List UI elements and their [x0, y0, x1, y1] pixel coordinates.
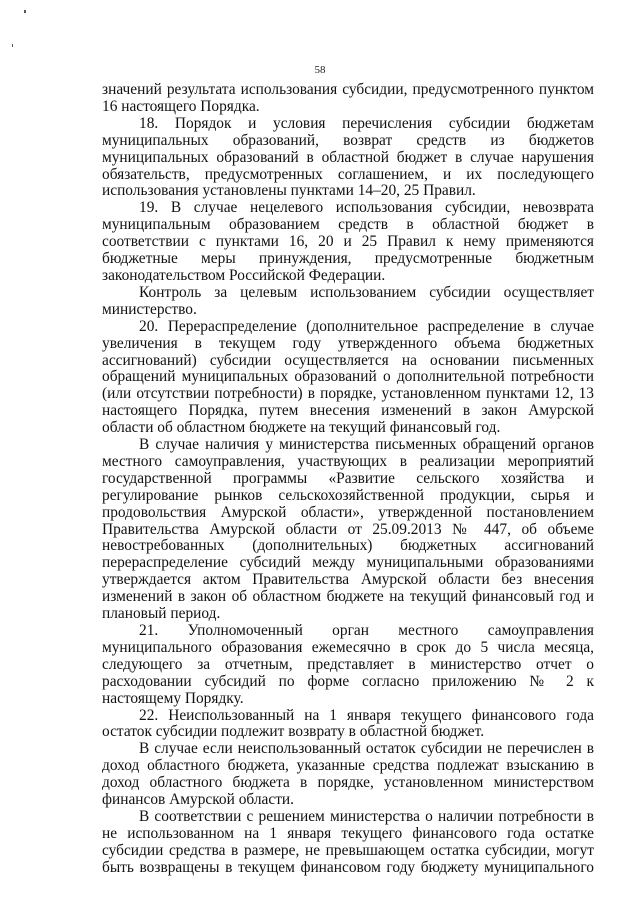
- paragraph-21: 21. Уполномоченный орган местного самоуправления муниципального образования ежемесячно в срок до 5 числа месяца, следующего за отчетным, представляет в министерство отчет о расходовании субсидий по форме согласно приложению № 2 к настоящему Порядку.: [102, 622, 594, 707]
- paragraph-18: 18. Порядок и условия перечисления субсидии бюджетам муниципальных образований, возврат средств из бюджетов муниципальных образований в областной бюджет в случае нарушения обязательств, предусмотренных соглашением, и их последующего использования установлены пунктами 14–20, 25 Правил.: [102, 114, 594, 200]
- scan-speck: [24, 10, 26, 13]
- paragraph-20-redistribution: В случае наличия у министерства письменных обращений органов местного самоуправления, участвующих в реализации мероприятий государственной программы «Развитие сельского хозяйства и регулирование рынков сельскохозяйственной продукции, сырья и продовольствия Амурской области», утвержденной постановлением Правительства Амурской области от 25.09.2013 № 447, об объеме невостребованных (дополнительных) бюджетных ассигнований перераспределение субсидий между муниципальными образованиями утверждается актом Правительства Амурской области без внесения изменений в закон об областном бюджете на текущий финансовый год и плановый период.: [102, 436, 594, 623]
- paragraph-19: 19. В случае нецелевого использования субсидии, невозврата муниципальным образованием средств в областной бюджет в соответствии с пунктами 16, 20 и 25 Правил к нему применяются бюджетные меры принуждения, предусмотренные бюджетным законодательством Российской Федерации.: [102, 199, 594, 284]
- paragraph-control: Контроль за целевым использованием субсидии осуществляет министерство.: [102, 283, 594, 318]
- scan-speck: [12, 44, 13, 47]
- paragraph-20: 20. Перераспределение (дополнительное распределение в случае увеличения в текущем году утвержденного объема бюджетных ассигнований) субсидии осуществляется на основании письменных обращений муниципальных образований о дополнительной потребности (или отсутствии потребности) в порядке, установленном пунктами 12, 13 настоящего Порядка, путем внесения изменений в закон Амурской области об областном бюджете на текущий финансовый год.: [102, 317, 594, 437]
- page-number: 58: [314, 64, 326, 76]
- body-text: [102, 82, 594, 877]
- paragraph-continuation: значений результата использования субсидии, предусмотренного пунктом 16 настоящего Порядка.: [102, 81, 594, 115]
- paragraph-22: 22. Неиспользованный на 1 января текущего финансового года остаток субсидии подлежит возврату в областной бюджет.: [102, 706, 594, 741]
- paragraph-22-recovery: В случае если неиспользованный остаток субсидии не перечислен в доход областного бюджета, указанные средства подлежат взысканию в доход областного бюджета в порядке, установленном министерством финансов Амурской области.: [102, 740, 594, 809]
- paragraph-22-return: В соответствии с решением министерства о наличии потребности в не использованном на 1 января текущего финансового года остатке субсидии средства в размере, не превышающем остатка субсидии, могут быть возвращены в текущем финансовом году бюджету муниципального: [102, 807, 594, 876]
